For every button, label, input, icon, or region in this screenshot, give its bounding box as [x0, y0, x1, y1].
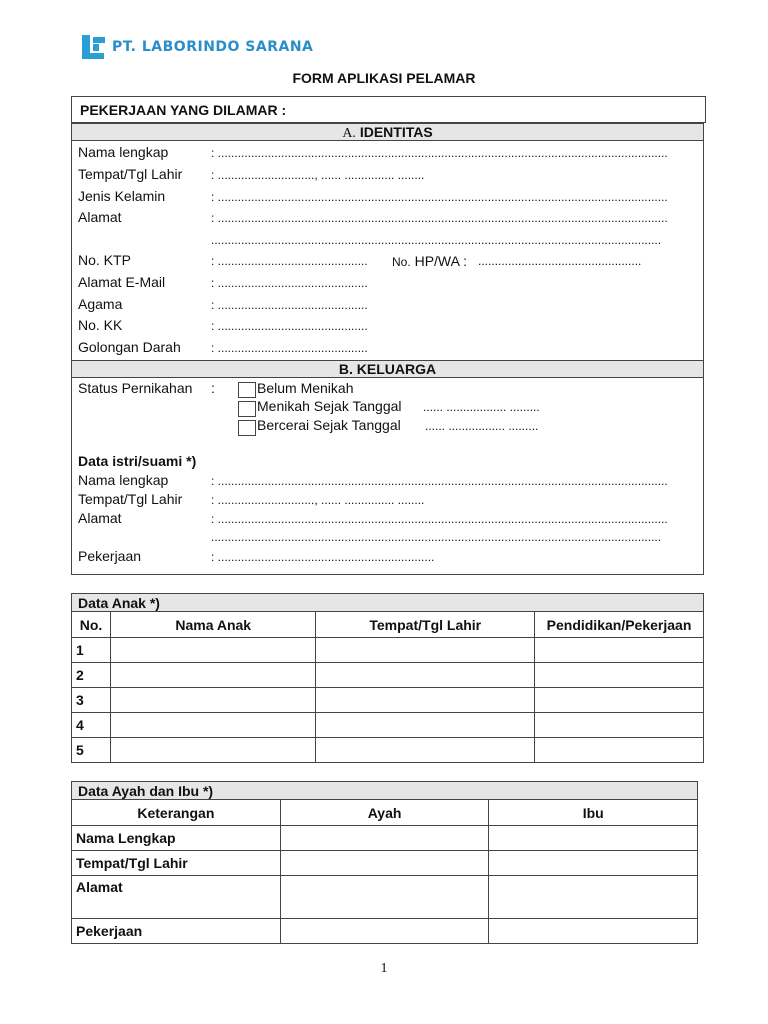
field-value[interactable]: : ....................................................................................................................................... [211, 146, 668, 160]
field-label: Nama lengkap [78, 144, 169, 160]
row-label: Tempat/Tgl Lahir [72, 851, 281, 876]
table-cell[interactable] [489, 851, 698, 876]
parents-table [71, 781, 698, 944]
checkbox-bercerai[interactable] [238, 420, 256, 436]
children-table-caption: Data Anak *) [72, 594, 704, 612]
col-header: Ayah [280, 800, 489, 826]
table-cell[interactable] [535, 663, 704, 688]
position-applied-label: PEKERJAAN YANG DILAMAR : [80, 102, 287, 118]
checkbox-belum-menikah[interactable] [238, 382, 256, 398]
field-value[interactable]: : ................................................................. [211, 550, 435, 564]
table-cell[interactable] [316, 713, 535, 738]
table-cell[interactable] [316, 663, 535, 688]
company-logo [82, 34, 313, 60]
field-value[interactable]: : ............................., ...... ............... ........ [211, 168, 425, 182]
hp-label-small: No. [392, 255, 411, 269]
row-number: 2 [72, 663, 111, 688]
section-b-header: B. KELUARGA [71, 360, 704, 378]
field-value[interactable]: : ............................................. [211, 319, 368, 333]
table-row [72, 713, 704, 738]
field-value[interactable]: ....................................................................................................................................... [211, 530, 662, 544]
logo-icon [82, 35, 106, 59]
field-value[interactable]: : ............................................. [211, 341, 368, 355]
field-value[interactable]: ....................................................................................................................................... [211, 233, 662, 247]
page-number: 1 [380, 961, 388, 976]
table-cell[interactable] [316, 688, 535, 713]
company-name: PT. LABORINDO SARANA [112, 39, 314, 55]
table-cell[interactable] [110, 713, 316, 738]
field-label: Tempat/Tgl Lahir [78, 166, 183, 182]
field-label: No. KK [78, 317, 123, 333]
section-a-prefix: A. [342, 126, 356, 141]
table-cell[interactable] [535, 638, 704, 663]
option-label: Belum Menikah [257, 380, 354, 396]
table-cell[interactable] [316, 738, 535, 763]
section-a-header [71, 123, 704, 141]
field-label: Alamat E-Mail [78, 274, 166, 290]
option-date[interactable]: ...... .................. ......... [423, 400, 540, 414]
table-cell[interactable] [110, 738, 316, 763]
field-label: Pekerjaan [78, 548, 142, 564]
col-header: Pendidikan/Pekerjaan [535, 612, 704, 638]
table-cell[interactable] [110, 663, 316, 688]
table-row [72, 688, 704, 713]
hp-label-group [392, 252, 467, 271]
table-cell[interactable] [110, 638, 316, 663]
section-a-title: IDENTITAS [359, 124, 433, 140]
row-label: Nama Lengkap [72, 826, 281, 851]
table-row [72, 851, 698, 876]
field-label: Nama lengkap [78, 472, 169, 488]
spouse-heading: Data istri/suami *) [78, 453, 197, 469]
col-header: Tempat/Tgl Lahir [316, 612, 535, 638]
option-label: Bercerai Sejak Tanggal [257, 417, 401, 433]
table-cell[interactable] [316, 638, 535, 663]
parents-table-caption: Data Ayah dan Ibu *) [72, 782, 698, 800]
field-label: Agama [78, 296, 123, 312]
field-label: Jenis Kelamin [78, 188, 166, 204]
field-label: Alamat [78, 510, 122, 526]
field-value[interactable]: : ....................................................................................................................................... [211, 512, 668, 526]
field-label: No. KTP [78, 252, 131, 268]
table-row [72, 919, 698, 944]
form-title: FORM APLIKASI PELAMAR [292, 70, 476, 86]
table-cell[interactable] [535, 738, 704, 763]
option-date[interactable]: ...... ................. ......... [425, 419, 539, 433]
table-row [72, 876, 698, 919]
row-label: Alamat [72, 876, 281, 919]
col-header: No. [72, 612, 111, 638]
table-cell[interactable] [489, 826, 698, 851]
field-label: Golongan Darah [78, 339, 181, 355]
table-row [72, 826, 698, 851]
table-cell[interactable] [489, 919, 698, 944]
field-value[interactable]: : ............................................. [211, 298, 368, 312]
row-number: 5 [72, 738, 111, 763]
field-value[interactable]: : ............................................. [211, 276, 368, 290]
table-cell[interactable] [280, 851, 489, 876]
table-row [72, 638, 704, 663]
row-label: Pekerjaan [72, 919, 281, 944]
field-value[interactable]: : ....................................................................................................................................... [211, 474, 668, 488]
field-value[interactable]: : ............................., ...... ............... ........ [211, 493, 425, 507]
table-row [72, 738, 704, 763]
table-cell[interactable] [489, 876, 698, 919]
table-cell[interactable] [535, 713, 704, 738]
col-header: Ibu [489, 800, 698, 826]
col-header: Nama Anak [110, 612, 316, 638]
field-value[interactable]: : ....................................................................................................................................... [211, 190, 668, 204]
field-label: Tempat/Tgl Lahir [78, 491, 183, 507]
table-cell[interactable] [280, 826, 489, 851]
table-cell[interactable] [110, 688, 316, 713]
option-label: Menikah Sejak Tanggal [257, 398, 402, 414]
table-cell[interactable] [280, 876, 489, 919]
status-pernikahan-label: Status Pernikahan [78, 380, 193, 396]
row-number: 3 [72, 688, 111, 713]
field-value[interactable]: : ............................................. [211, 254, 368, 268]
row-number: 4 [72, 713, 111, 738]
position-applied-box[interactable] [71, 96, 706, 123]
table-cell[interactable] [535, 688, 704, 713]
hp-value[interactable]: ................................................. [478, 254, 642, 268]
field-label: Alamat [78, 209, 122, 225]
status-colon: : [211, 380, 215, 396]
checkbox-menikah[interactable] [238, 401, 256, 417]
col-header: Keterangan [72, 800, 281, 826]
table-cell[interactable] [280, 919, 489, 944]
row-number: 1 [72, 638, 111, 663]
field-value[interactable]: : ....................................................................................................................................... [211, 211, 668, 225]
hp-label: HP/WA : [414, 253, 467, 269]
table-row [72, 663, 704, 688]
children-table [71, 593, 704, 763]
